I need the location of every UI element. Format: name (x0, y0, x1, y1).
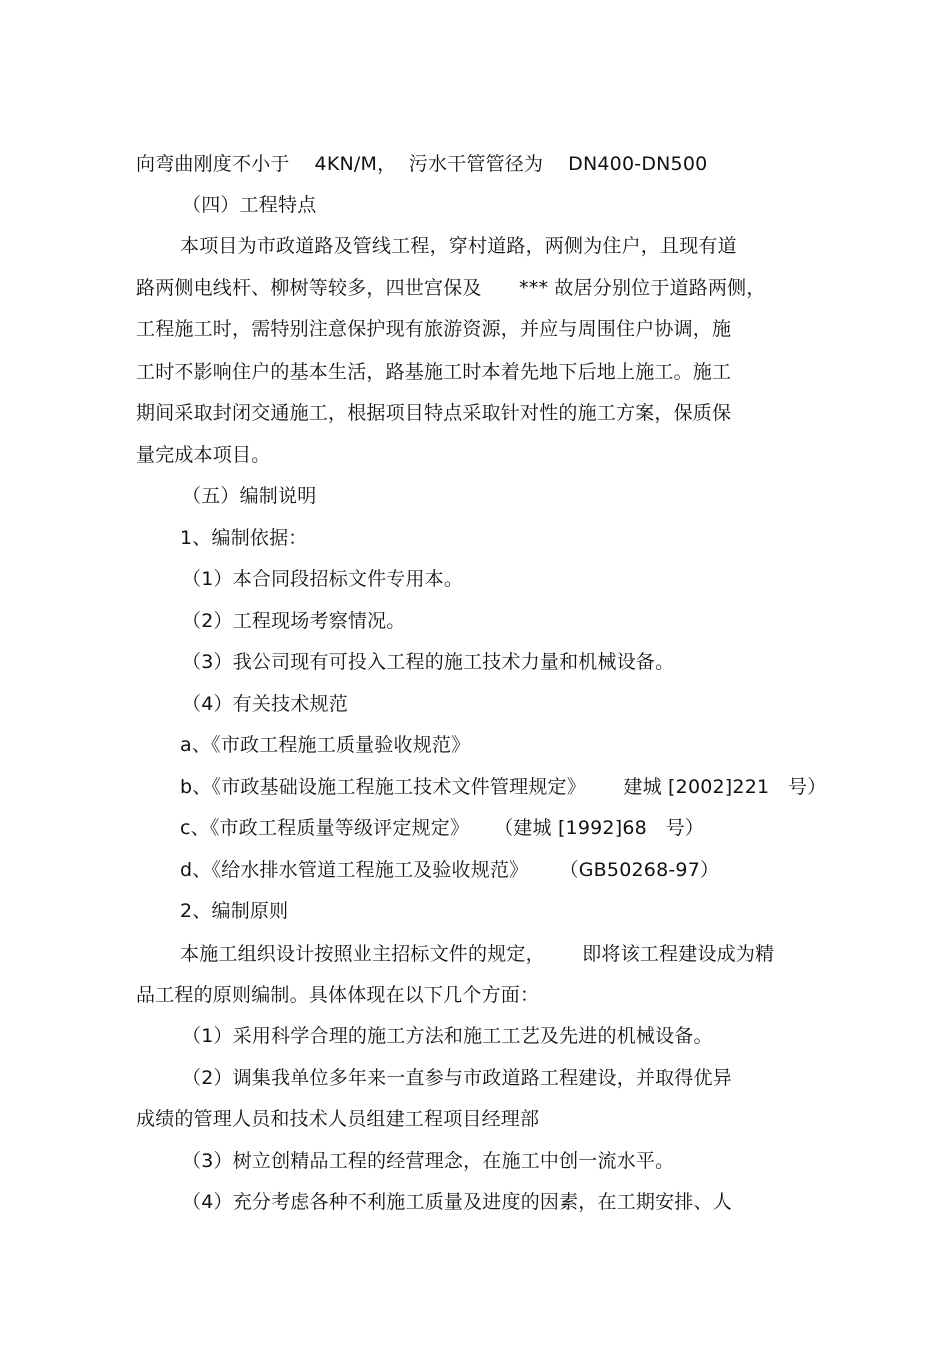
list-item: （1）采用科学合理的施工方法和施工工艺及先进的机械设备。 (182, 1025, 713, 1047)
section-heading: （四）工程特点 (182, 194, 317, 216)
list-item: （4）充分考虑各种不利施工质量及进度的因素，在工期安排、人 (182, 1191, 732, 1213)
list-item: （1）本合同段招标文件专用本。 (182, 568, 464, 590)
text-line: 品工程的原则编制。具体体现在以下几个方面： (136, 984, 540, 1006)
text-line: 成绩的管理人员和技术人员组建工程项目经理部 (136, 1108, 540, 1130)
text-line: 量完成本项目。 (136, 444, 271, 466)
reference-item: a、《市政工程施工质量验收规范》 (180, 734, 471, 756)
list-item: （3）树立创精品工程的经营理念，在施工中创一流水平。 (182, 1150, 675, 1172)
subsection-heading: 1、编制依据： (180, 527, 308, 549)
reference-item: b、《市政基础设施工程施工技术文件管理规定》 建城 [2002]221 号） (180, 776, 827, 798)
text-line: 路两侧电线杆、柳树等较多，四世宫保及 *** 故居分别位于道路两侧， (136, 277, 766, 299)
list-item: （2）调集我单位多年来一直参与市政道路工程建设，并取得优异 (182, 1067, 732, 1089)
text-line: 工时不影响住户的基本生活，路基施工时本着先地下后地上施工。施工 (136, 361, 732, 383)
text-line: 本施工组织设计按照业主招标文件的规定， 即将该工程建设成为精 (180, 943, 775, 965)
section-heading: （五）编制说明 (182, 485, 317, 507)
subsection-heading: 2、编制原则 (180, 900, 289, 922)
list-item: （3）我公司现有可投入工程的施工技术力量和机械设备。 (182, 651, 675, 673)
text-line: 向弯曲刚度不小于 4KN/M， 污水干管管径为 DN400-DN500 (136, 153, 708, 175)
reference-item: d、《给水排水管道工程施工及验收规范》 （GB50268-97） (180, 859, 720, 881)
reference-item: c、《市政工程质量等级评定规定》 （建城 [1992]68 号） (180, 817, 705, 839)
list-item: （2）工程现场考察情况。 (182, 610, 406, 632)
text-line: 本项目为市政道路及管线工程，穿村道路，两侧为住户，且现有道 (180, 235, 737, 257)
text-line: 工程施工时，需特别注意保护现有旅游资源，并应与周围住户协调，施 (136, 318, 732, 340)
list-item: （4）有关技术规范 (182, 693, 348, 715)
text-line: 期间采取封闭交通施工，根据项目特点采取针对性的施工方案，保质保 (136, 402, 732, 424)
